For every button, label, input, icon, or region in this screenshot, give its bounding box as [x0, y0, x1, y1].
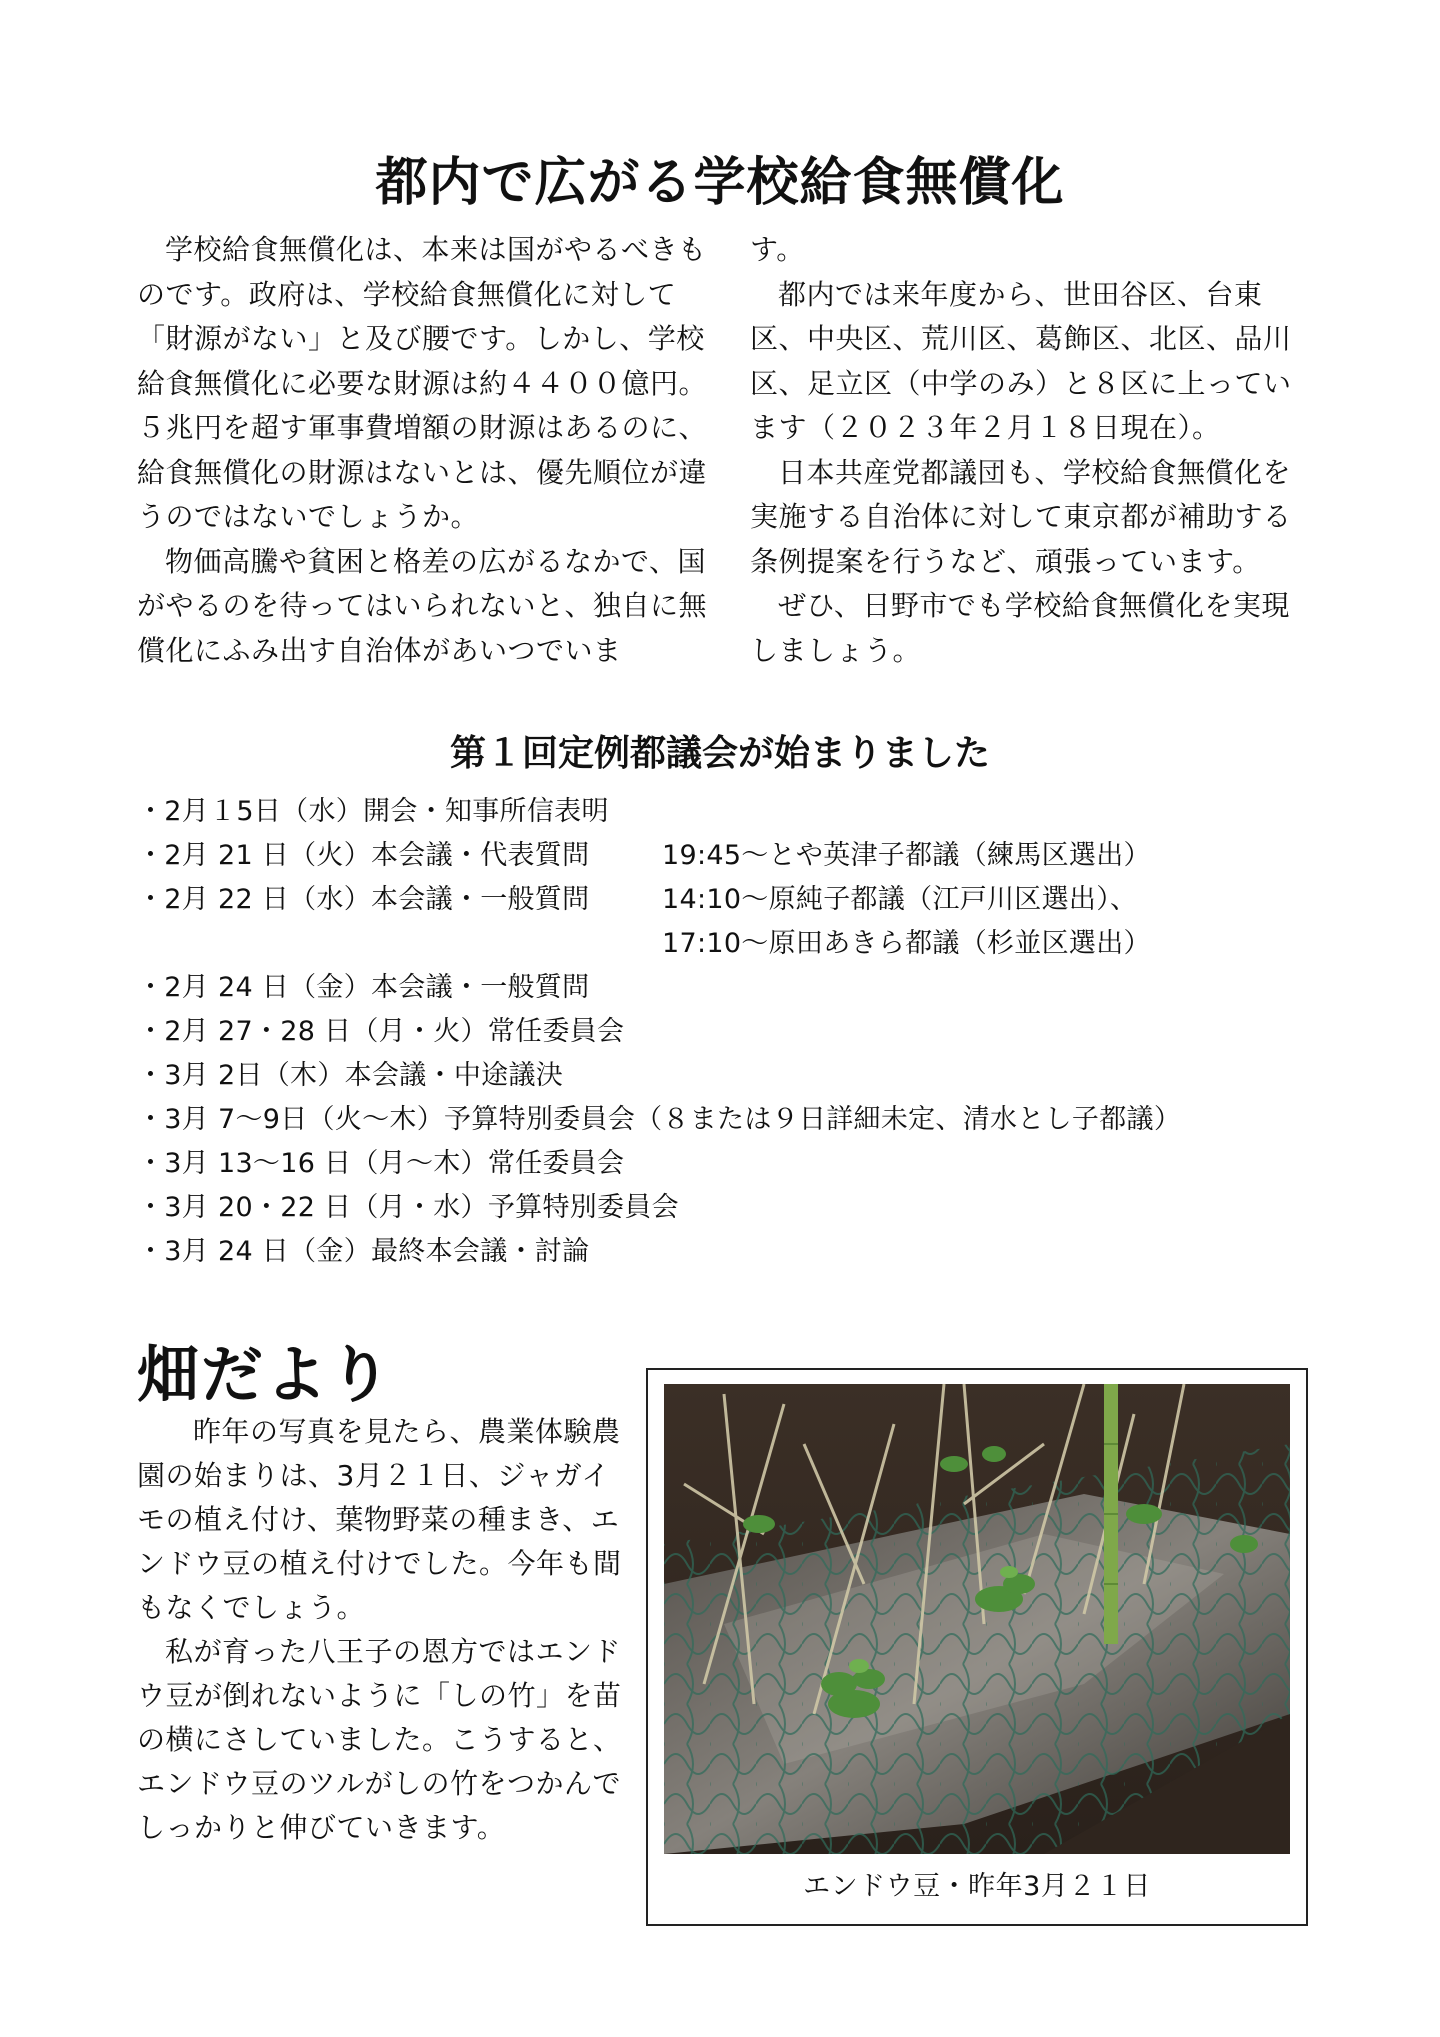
schedule-item	[137, 966, 1337, 1010]
schedule-note: 17:10～原田あきら都議（杉並区選出）	[662, 928, 1151, 959]
article1-paragraph: ぜひ、日野市でも学校給食無償化を実現しましょう。	[750, 589, 1290, 667]
schedule-date: ・3月 20・22 日（月・水）予算特別委員会	[137, 1192, 679, 1223]
article1-left-column	[137, 228, 709, 673]
schedule-item	[137, 1054, 1337, 1098]
schedule-item	[137, 834, 1337, 878]
schedule-item	[137, 790, 1337, 834]
schedule-date: ・3月 7～9日（火～木）予算特別委員会（８または９日詳細未定、清水とし子都議）	[137, 1104, 1182, 1135]
schedule-item	[137, 1098, 1337, 1142]
article1-paragraph: 都内では来年度から、世田谷区、台東区、中央区、荒川区、葛飾区、北区、品川区、足立区（中学のみ）と８区に上っています（２０２３年２月１８日現在）。	[750, 277, 1292, 444]
pea-plants-illustration	[664, 1384, 1290, 1854]
article1-title: 都内で広がる学校給食無償化	[375, 153, 1065, 213]
photo-caption: エンドウ豆・昨年3月２１日	[803, 1871, 1151, 1902]
article1-right-column	[750, 228, 1310, 673]
photo-frame	[646, 1368, 1308, 1926]
article3-text	[137, 1410, 627, 1850]
schedule-date: ・2月 21 日（火）本会議・代表質問	[137, 840, 590, 871]
article1-paragraph: 学校給食無償化は、本来は国がやるべきものです。政府は、学校給食無償化に対して「財源がない」と及び腰です。しかし、学校給食無償化に必要な財源は約４４００億円。５兆円を超す軍事費増額の財源はあるのに、給食無償化の財源はないとは、優先順位が違うのではないでしょうか。	[137, 233, 708, 533]
schedule-date: ・2月 27・28 日（月・火）常任委員会	[137, 1016, 625, 1047]
schedule-date: ・3月 2日（木）本会議・中途議決	[137, 1060, 564, 1091]
article1-continuation: す。	[750, 233, 805, 266]
schedule-list	[137, 790, 1337, 1274]
schedule-item	[137, 1142, 1337, 1186]
schedule-item	[137, 1230, 1337, 1274]
schedule-item	[137, 922, 1337, 966]
article1-paragraph: 日本共産党都議団も、学校給食無償化を実施する自治体に対して東京都が補助する条例提案を行うなど、頑張っています。	[750, 455, 1292, 578]
schedule-date: ・2月 22 日（水）本会議・一般質問	[137, 884, 590, 915]
schedule-date: ・2月 24 日（金）本会議・一般質問	[137, 972, 590, 1003]
schedule-date: ・3月 13～16 日（月～木）常任委員会	[137, 1148, 625, 1179]
schedule-item	[137, 1186, 1337, 1230]
schedule-item	[137, 878, 1337, 922]
schedule-item	[137, 1010, 1337, 1054]
article3-paragraph: 私が育った八王子の恩方ではエンドウ豆が倒れないように「しの竹」を苗の横にさしていました。こうすると、エンドウ豆のツルがしの竹をつかんでしっかりと伸びていきます。	[137, 1635, 622, 1844]
article2-title: 第１回定例都議会が始まりました	[449, 733, 990, 774]
schedule-note: 14:10～原純子都議（江戸川区選出）、	[662, 884, 1138, 915]
article3-title: 畑だより	[137, 1338, 394, 1411]
schedule-date: ・3月 24 日（金）最終本会議・討論	[137, 1236, 590, 1267]
schedule-note: 19:45～とや英津子都議（練馬区選出）	[662, 840, 1151, 871]
article1-paragraph: 物価高騰や貧困と格差の広がるなかで、国がやるのを待ってはいられないと、独自に無償化にふみ出す自治体があいつでいま	[137, 544, 708, 667]
pea-plants-photo	[664, 1384, 1290, 1854]
schedule-date: ・2月１5日（水）開会・知事所信表明	[137, 796, 609, 827]
article3-paragraph: 昨年の写真を見たら、農業体験農園の始まりは、3月２１日、ジャガイモの植え付け、葉物野菜の種まき、エンドウ豆の植え付けでした。今年も間もなくでしょう。	[137, 1415, 622, 1624]
